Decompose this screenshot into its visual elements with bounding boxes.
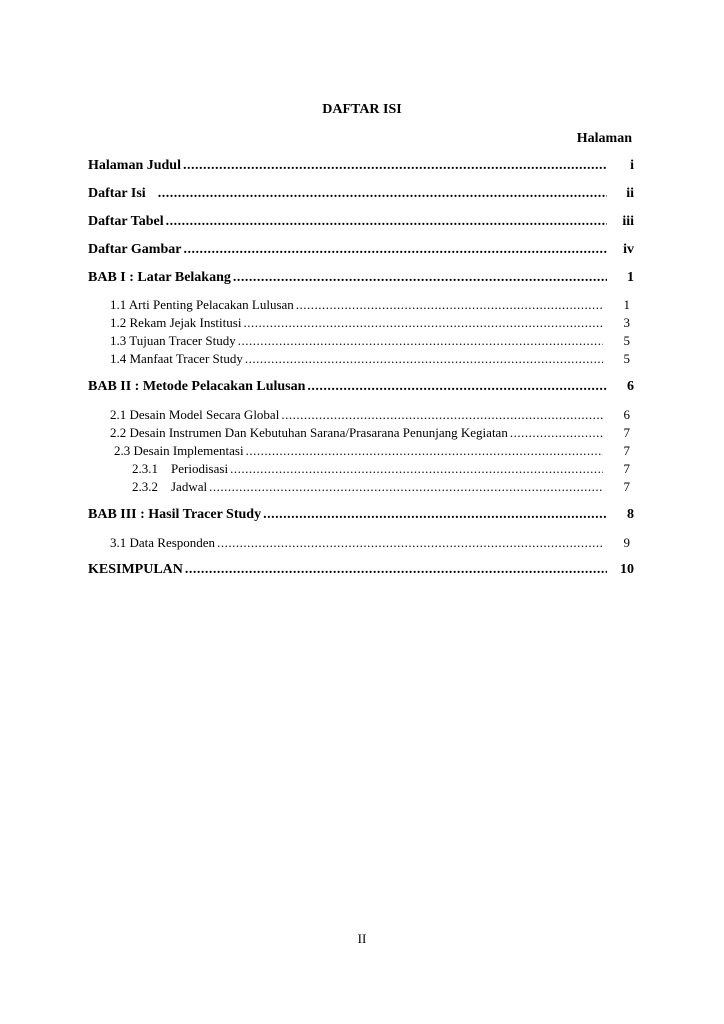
toc-entry-label: 1.1 Arti Penting Pelacakan Lulusan [110,297,294,312]
toc-entry-page: 7 [623,479,630,494]
toc-entry-page: 5 [623,333,630,348]
toc-entry-page: 9 [623,535,630,550]
dot-leader [296,297,603,313]
dot-leader [166,214,607,230]
dot-leader [263,507,607,523]
toc-entry-kesimpulan [88,562,634,578]
dot-leader [281,407,603,423]
page-title: DAFTAR ISI [322,102,402,117]
dot-leader [183,242,607,258]
toc-entry-2-3-1 [132,461,630,477]
toc-entry-label: Daftar Gambar [88,242,182,257]
toc-entry-label: 3.1 Data Responden [110,535,216,550]
dot-leader [307,379,607,395]
toc-entry-label: BAB III : Hasil Tracer Study [88,507,262,522]
toc-entry-page: i [630,158,634,173]
toc-entry-page: 7 [623,461,630,476]
toc-entry-2-1 [110,407,630,423]
toc-entry-page: 7 [623,425,630,440]
toc-entry-daftar-tabel [88,214,634,230]
toc-entry-bab-1 [88,270,634,286]
toc-entry-label: BAB I : Latar Belakang [88,270,231,285]
toc-entry-label: 2.3 Desain Implementasi [114,443,244,458]
toc-entry-label: 1.2 Rekam Jejak Institusi [110,315,242,330]
toc-entry-page: 6 [623,407,630,422]
page-column-label: Halaman [576,131,632,146]
dot-leader [183,158,607,174]
toc-entry-2-3-2 [132,479,630,495]
toc-entry-page: 1 [627,270,634,285]
toc-entry-page: 3 [623,315,630,330]
toc-entry-page: ii [626,186,634,201]
toc-entry-1-2 [110,315,630,331]
toc-entry-label: 1.4 Manfaat Tracer Study [110,351,243,366]
dot-leader [243,315,603,331]
toc-entry-2-2 [110,425,630,441]
toc-entry-label: Daftar Tabel [88,214,164,229]
toc-entry-label: 2.2 Desain Instrumen Dan Kebutuhan Sarana/Prasarana Penunjang Kegiatan [110,425,508,440]
dot-leader [158,186,607,202]
dot-leader [238,333,603,349]
toc-entry-page: 1 [623,297,630,312]
toc-entry-label: Daftar Isi [88,186,146,201]
toc-entry-page: iii [622,214,634,229]
dot-leader [246,443,603,459]
dot-leader [233,270,607,286]
toc-entry-2-3 [114,443,630,459]
toc-entry-label: Halaman Judul [88,158,181,173]
toc-entry-daftar-gambar [88,242,634,258]
dot-leader [217,535,603,551]
toc-entry-label: 2.1 Desain Model Secara Global [110,407,280,422]
toc-entry-1-3 [110,333,630,349]
toc-entry-label: 1.3 Tujuan Tracer Study [110,333,236,348]
dot-leader [209,479,603,495]
toc-entry-label: 2.3.1 Periodisasi [132,461,229,476]
toc-entry-page: 8 [627,507,634,522]
toc-entry-daftar-isi [88,186,634,202]
toc-entry-label: 2.3.2 Jadwal [132,479,208,494]
toc-entry-page: 6 [627,379,634,394]
toc-entry-bab-3 [88,507,634,523]
toc-entry-page: 7 [623,443,630,458]
toc-entry-page: 10 [620,562,634,577]
dot-leader [245,351,603,367]
toc-entry-bab-2 [88,379,634,395]
toc-entry-page: 5 [623,351,630,366]
toc-entry-halaman-judul [88,158,634,174]
toc-entry-label: KESIMPULAN [88,562,183,577]
toc-entry-page: iv [623,242,634,257]
toc-entry-3-1 [110,535,630,551]
dot-leader [230,461,603,477]
toc-entry-1-4 [110,351,630,367]
dot-leader [185,562,607,578]
dot-leader [510,425,603,441]
toc-entry-1-1 [110,297,630,313]
footer-page-number: II [357,931,367,946]
toc-entry-label: BAB II : Metode Pelacakan Lulusan [88,379,306,394]
